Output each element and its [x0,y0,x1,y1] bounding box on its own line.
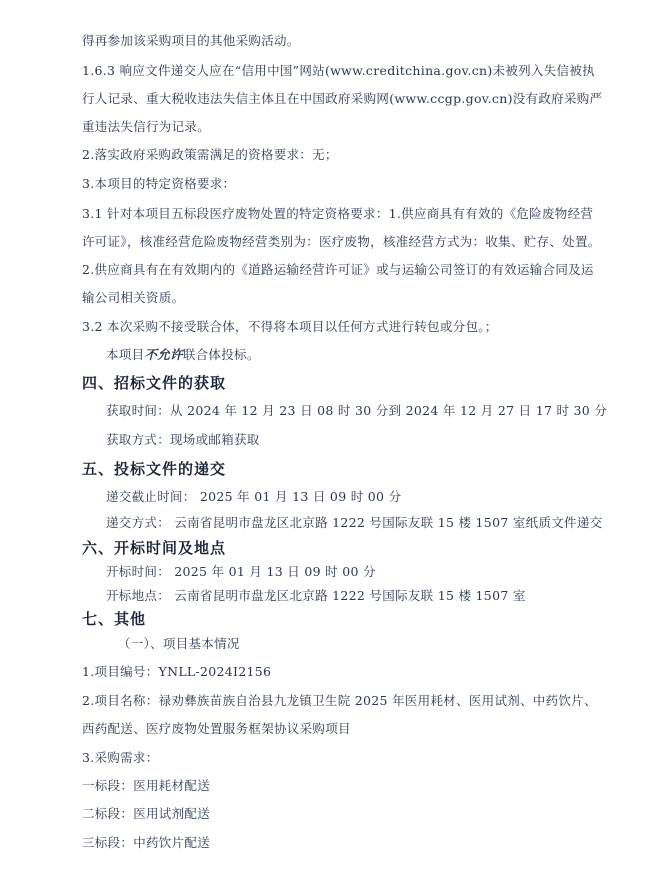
paragraph-line: 1.6.3 响应文件递交人应在“信用中国”网站(www.creditchina.gov.cn)未被列入失信被执 [82,63,595,78]
submit-method: 递交方式： 云南省昆明市盘龙区北京路 1222 号国际友联 15 楼 1507 室纸质文件递交 [106,515,603,530]
project-name-line2: 西药配送、医疗废物处置服务框架协议采购项目 [82,721,351,736]
paragraph-line: 3.2 本次采购不接受联合体，不得将本项目以任何方式进行转包或分包。； [82,319,498,334]
submit-deadline: 递交截止时间： 2025 年 01 月 13 日 09 时 00 分 [106,489,402,504]
lot-3: 三标段：中药饮片配送 [82,835,211,850]
section-heading-6: 六、开标时间及地点 [82,539,227,557]
subsection-title: （一）、项目基本情况 [118,636,240,651]
emphasis-not-allowed: 不允许 [144,347,183,362]
paragraph-line: 2.供应商具有在有效期内的《道路运输经营许可证》或与运输公司签订的有效运输合同及运 [82,262,594,277]
opening-place: 开标地点： 云南省昆明市盘龙区北京路 1222 号国际友联 15 楼 1507 室 [106,588,526,603]
joint-bid-note [106,347,260,363]
opening-time: 开标时间： 2025 年 01 月 13 日 09 时 00 分 [106,564,376,579]
paragraph-line: 3.1 针对本项目五标段医疗废物处置的特定资格要求：1.供应商具有有效的《危险废物经营 [82,206,594,221]
project-name-line1: 2.项目名称：禄劝彝族苗族自治县九龙镇卫生院 2025 年医用耗材、医用试剂、中药饮片、 [82,693,597,708]
paragraph-line: 行人记录、重大税收违法失信主体且在中国政府采购网(www.ccgp.gov.cn)没有政府采购严 [82,91,603,106]
lot-2: 二标段：医用试剂配送 [82,806,211,821]
section-heading-5: 五、投标文件的递交 [82,460,227,478]
section-heading-4: 四、招标文件的获取 [82,374,227,392]
section-heading-7: 七、其他 [82,610,147,628]
paragraph-line: 许可证》，核准经营危险废物经营类别为：医疗废物，核准经营方式为：收集、贮存、处置。 [82,234,601,249]
procurement-demand: 3.采购需求： [82,750,159,765]
project-number: 1.项目编号：YNLL-2024I2156 [82,664,272,679]
lot-1: 一标段：医用耗材配送 [82,778,211,793]
paragraph-line: 3.本项目的特定资格要求： [82,176,236,191]
acquire-time: 获取时间：从 2024 年 12 月 23 日 08 时 30 分到 2024 年 12 月 27 日 17 时 30 分 [106,403,608,418]
paragraph-line: 重违法失信行为记录。 [82,119,211,134]
paragraph-line: 2.落实政府采购政策需满足的资格要求：无； [82,147,338,162]
note-prefix: 本项目 [106,347,145,362]
note-suffix: 联合体投标。 [182,347,260,362]
paragraph-line: 得再参加该采购项目的其他采购活动。 [82,33,300,48]
acquire-method: 获取方式：现场或邮箱获取 [106,432,260,447]
paragraph-line: 输公司相关资质。 [82,290,185,305]
